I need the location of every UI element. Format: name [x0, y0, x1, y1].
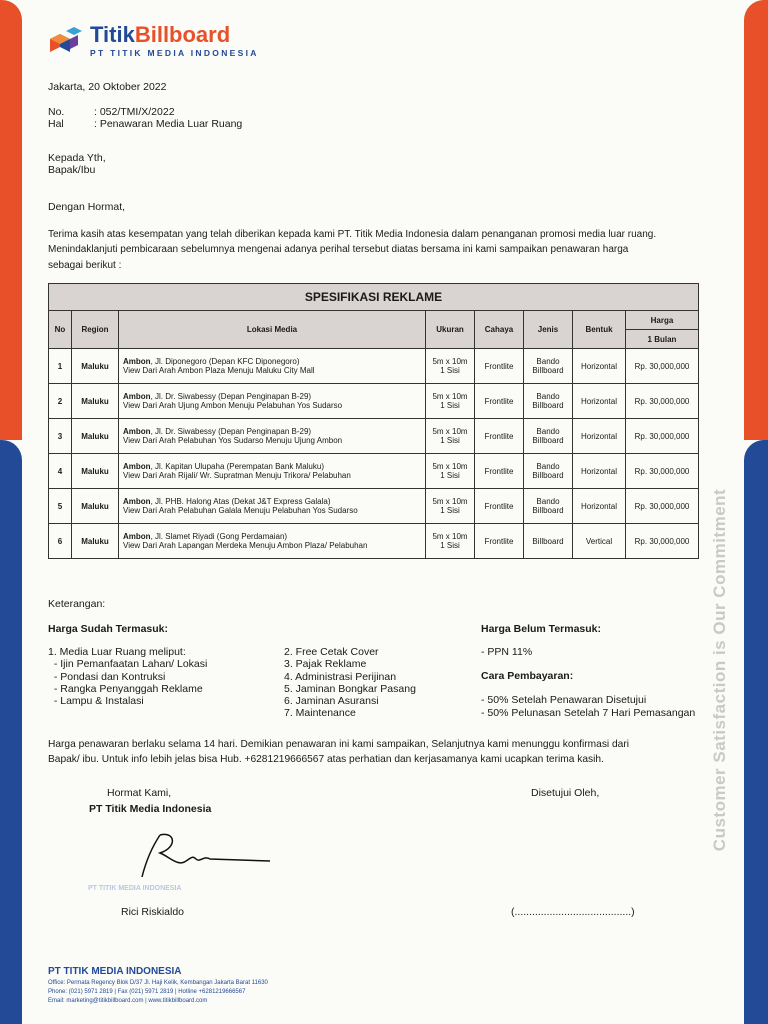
termasuk-list-left — [48, 646, 207, 707]
cell-bentuk: Horizontal — [573, 454, 626, 489]
bayar-title: Cara Pembayaran: — [481, 670, 574, 682]
cell-ukuran: 5m x 10m 1 Sisi — [426, 489, 475, 524]
list-item: 2. Free Cetak Cover — [284, 646, 379, 658]
hal-value: : Penawaran Media Luar Ruang — [94, 118, 243, 130]
cube-logo-icon — [48, 25, 84, 57]
list-item: 5. Jaminan Bongkar Pasang — [284, 682, 416, 695]
cell-cahaya: Frontlite — [475, 454, 524, 489]
cell-harga: Rp. 30,000,000 — [626, 349, 699, 384]
company-logo — [48, 24, 259, 58]
cell-jenis: Billboard — [524, 524, 573, 559]
bayar-item-1: - 50% Setelah Penawaran Disetujui — [481, 694, 647, 706]
closing-line-1: Harga penawaran berlaku selama 14 hari. Demikian penawaran ini kami sampaikan, Selanjutnya kami menunggu konfirmasi dari — [48, 739, 629, 750]
cell-region: Maluku — [72, 384, 119, 419]
hormat-kami: Hormat Kami, — [107, 787, 172, 799]
cell-ukuran: 5m x 10m 1 Sisi — [426, 384, 475, 419]
table-title: SPESIFIKASI REKLAME — [49, 284, 699, 311]
no-value: : 052/TMI/X/2022 — [94, 106, 175, 118]
table-row — [49, 384, 699, 419]
cell-harga: Rp. 30,000,000 — [626, 384, 699, 419]
cell-harga: Rp. 30,000,000 — [626, 524, 699, 559]
company-sign-name: PT Titik Media Indonesia — [89, 803, 212, 815]
list-item: - Rangka Penyanggah Reklame — [48, 682, 203, 695]
signer-name: Rici Riskialdo — [121, 906, 185, 918]
approved-label: Disetujui Oleh, — [531, 787, 600, 799]
cell-harga: Rp. 30,000,000 — [626, 419, 699, 454]
side-slogan: Customer Satisfaction is Our Commitment — [710, 488, 729, 852]
cell-harga: Rp. 30,000,000 — [626, 454, 699, 489]
list-item: 1. Media Luar Ruang meliput: — [48, 646, 186, 658]
cell-cahaya: Frontlite — [475, 349, 524, 384]
cell-jenis: Bando Billboard — [524, 489, 573, 524]
cell-region: Maluku — [72, 524, 119, 559]
brand-subtitle: PT TITIK MEDIA INDONESIA — [90, 48, 259, 58]
cell-lokasi: Ambon, Jl. Dr. Siwabessy (Depan Penginapan B-29) View Dari Arah Pelabuhan Yos Sudarso Menuju Ujung Ambon — [119, 419, 426, 454]
cell-harga: Rp. 30,000,000 — [626, 489, 699, 524]
cell-region: Maluku — [72, 419, 119, 454]
cell-no: 1 — [49, 349, 72, 384]
th-ukuran: Ukuran — [426, 311, 475, 349]
th-cahaya: Cahaya — [475, 311, 524, 349]
cell-cahaya: Frontlite — [475, 524, 524, 559]
cell-no: 5 — [49, 489, 72, 524]
no-label: No. — [48, 106, 65, 118]
brand-name-1: Titik — [90, 22, 135, 47]
greeting: Dengan Hormat, — [48, 201, 126, 213]
cell-jenis: Bando Billboard — [524, 454, 573, 489]
cell-bentuk: Horizontal — [573, 384, 626, 419]
intro-line-1: Terima kasih atas kesempatan yang telah diberikan kepada kami PT. Titik Media Indonesia dalam penanganan promosi media luar ruang. — [48, 229, 657, 240]
place-date: Jakarta, 20 Oktober 2022 — [48, 81, 167, 93]
spec-table — [48, 283, 699, 559]
approved-blank: (........................................) — [511, 906, 635, 918]
bayar-item-2: - 50% Pelunasan Setelah 7 Hari Pemasangan — [481, 707, 696, 719]
th-jenis: Jenis — [524, 311, 573, 349]
th-no: No — [49, 311, 72, 349]
termasuk-list-right — [284, 646, 416, 720]
intro-line-2: Menindaklanjuti pembicaraan sebelumnya mengenai adanya perihal tersebut diatas bersama ini kami sampaikan penawaran harga — [48, 244, 629, 255]
cell-jenis: Bando Billboard — [524, 384, 573, 419]
th-lokasi: Lokasi Media — [119, 311, 426, 349]
cell-cahaya: Frontlite — [475, 489, 524, 524]
intro-line-3: sebagai berikut : — [48, 260, 122, 271]
cell-no: 4 — [49, 454, 72, 489]
cell-bentuk: Vertical — [573, 524, 626, 559]
list-item: 6. Jaminan Asuransi — [284, 695, 379, 708]
th-harga-sub: 1 Bulan — [626, 330, 699, 349]
cell-ukuran: 5m x 10m 1 Sisi — [426, 454, 475, 489]
closing-line-2: Bapak/ ibu. Untuk info lebih jelas bisa Hub. +6281219666567 atas perhatian dan kerjasamanya kami ucapkan terima kasih. — [48, 754, 604, 765]
cell-no: 3 — [49, 419, 72, 454]
list-item: 4. Administrasi Perijinan — [284, 670, 397, 683]
footer-company: PT TITIK MEDIA INDONESIA — [48, 966, 182, 977]
list-item: - Lampu & Instalasi — [48, 695, 144, 708]
belum-item: - PPN 11% — [481, 646, 533, 658]
th-harga: Harga — [626, 311, 699, 330]
table-row — [49, 489, 699, 524]
signature-icon — [130, 825, 280, 885]
cell-cahaya: Frontlite — [475, 384, 524, 419]
list-item: 7. Maintenance — [284, 707, 356, 720]
list-item: 3. Pajak Reklame — [284, 658, 367, 671]
left-accent-bar — [0, 0, 22, 1024]
cell-bentuk: Horizontal — [573, 489, 626, 524]
cell-ukuran: 5m x 10m 1 Sisi — [426, 524, 475, 559]
cell-bentuk: Horizontal — [573, 349, 626, 384]
cell-lokasi: Ambon, Jl. PHB. Halong Atas (Dekat J&T Express Galala) View Dari Arah Pelabuhan Galala Menuju Pelabuhan Yos Sudarso — [119, 489, 426, 524]
th-bentuk: Bentuk — [573, 311, 626, 349]
recipient-line-2: Bapak/Ibu — [48, 164, 96, 176]
keterangan-label: Keterangan: — [48, 598, 106, 610]
cell-bentuk: Horizontal — [573, 419, 626, 454]
belum-title: Harga Belum Termasuk: — [481, 623, 602, 635]
list-item: - Ijin Pemanfaatan Lahan/ Lokasi — [48, 658, 208, 671]
table-row — [49, 524, 699, 559]
table-row — [49, 419, 699, 454]
hal-label: Hal — [48, 118, 64, 130]
table-row — [49, 454, 699, 489]
footer-office: Office: Permata Regency Blok D/37 Jl. Haji Kelik, Kembangan Jakarta Barat 11630 — [48, 980, 268, 986]
termasuk-title: Harga Sudah Termasuk: — [48, 623, 169, 635]
cell-no: 6 — [49, 524, 72, 559]
cell-no: 2 — [49, 384, 72, 419]
cell-lokasi: Ambon, Jl. Diponegoro (Depan KFC Diponegoro) View Dari Arah Ambon Plaza Menuju Maluku City Mall — [119, 349, 426, 384]
cell-lokasi: Ambon, Jl. Slamet Riyadi (Gong Perdamaian) View Dari Arah Lapangan Merdeka Menuju Ambon Plaza/ Pelabuhan — [119, 524, 426, 559]
cell-jenis: Bando Billboard — [524, 419, 573, 454]
cell-region: Maluku — [72, 489, 119, 524]
cell-cahaya: Frontlite — [475, 419, 524, 454]
table-row — [49, 349, 699, 384]
right-accent-bar — [744, 0, 768, 1024]
brand-name-2: Billboard — [134, 22, 231, 47]
list-item: - Pondasi dan Kontruksi — [48, 670, 166, 683]
cell-region: Maluku — [72, 349, 119, 384]
footer-email: Email: marketing@titikbillboard.com | www.titikbillboard.com — [48, 998, 208, 1004]
cell-ukuran: 5m x 10m 1 Sisi — [426, 419, 475, 454]
th-region: Region — [72, 311, 119, 349]
footer-phone: Phone: (021) 5971 2819 | Fax (021) 5971 2819 | Hotline +6281219666567 — [48, 989, 246, 995]
cell-region: Maluku — [72, 454, 119, 489]
cell-ukuran: 5m x 10m 1 Sisi — [426, 349, 475, 384]
cell-jenis: Bando Billboard — [524, 349, 573, 384]
cell-lokasi: Ambon, Jl. Dr. Siwabessy (Depan Penginapan B-29) View Dari Arah Ujung Ambon Menuju Pelabuhan Yos Sudarso — [119, 384, 426, 419]
company-stamp: PT TITIK MEDIA INDONESIA — [88, 885, 182, 892]
cell-lokasi: Ambon, Jl. Kapitan Ulupaha (Perempatan Bank Maluku) View Dari Arah Rijali/ Wr. Supratman Menuju Trikora/ Pelabuhan — [119, 454, 426, 489]
recipient-line-1: Kepada Yth, — [48, 152, 106, 164]
